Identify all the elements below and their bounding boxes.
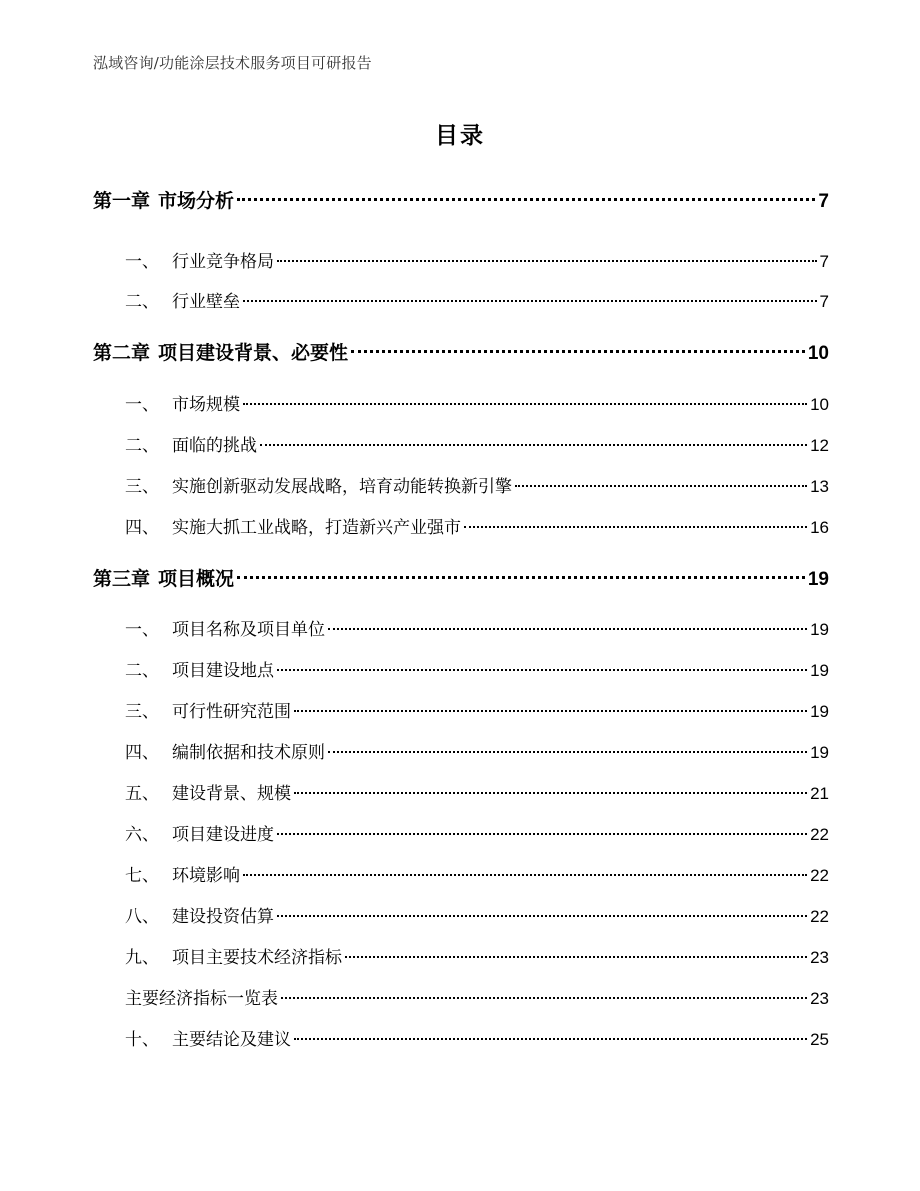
toc-section-entry[interactable]	[125, 820, 829, 845]
page-number: 21	[810, 784, 829, 803]
section-number: 二、	[125, 661, 159, 681]
section-number: 十、	[125, 1030, 159, 1050]
dot-leader	[243, 403, 807, 405]
toc-chapter-entry[interactable]	[93, 564, 829, 591]
toc-section-entry[interactable]	[125, 943, 829, 968]
dot-leader	[243, 300, 817, 302]
section-title: 面临的挑战	[172, 436, 257, 456]
dot-leader	[294, 710, 807, 712]
page-number: 7	[818, 191, 829, 212]
section-title: 建设背景、规模	[172, 784, 291, 804]
section-title: 行业壁垒	[172, 292, 240, 312]
section-number: 一、	[125, 620, 159, 640]
section-title: 项目主要技术经济指标	[172, 948, 342, 968]
toc-section-entry[interactable]	[125, 615, 829, 640]
section-title: 可行性研究范围	[172, 702, 291, 722]
chapter-number: 第一章	[93, 190, 151, 212]
section-title: 实施创新驱动发展战略，培育动能转换新引擎	[172, 477, 512, 497]
section-number: 六、	[125, 825, 159, 845]
toc-section-entry[interactable]	[125, 390, 829, 415]
section-title: 编制依据和技术原则	[172, 743, 325, 763]
dot-leader	[277, 669, 807, 671]
toc-entry-label	[125, 431, 257, 456]
toc-entry-label	[125, 656, 274, 681]
page-number: 22	[810, 907, 829, 926]
dot-leader	[260, 444, 807, 446]
section-number: 九、	[125, 948, 159, 968]
toc-entry-label	[125, 287, 240, 312]
toc-section-entry[interactable]	[125, 472, 829, 497]
toc-section-entry[interactable]	[125, 738, 829, 763]
dot-leader	[294, 1038, 807, 1040]
page-number: 19	[810, 743, 829, 762]
section-title: 行业竞争格局	[172, 252, 274, 272]
page-number: 10	[810, 395, 829, 414]
dot-leader	[515, 485, 807, 487]
section-number: 二、	[125, 436, 159, 456]
toc-entry-label	[125, 861, 240, 886]
toc-entry-label	[125, 615, 325, 640]
section-number: 五、	[125, 784, 159, 804]
toc-section-entry[interactable]	[125, 861, 829, 886]
chapter-title: 项目建设背景、必要性	[158, 342, 349, 364]
dot-leader	[328, 628, 807, 630]
toc-entry-label	[125, 738, 325, 763]
toc-entry-label	[125, 820, 274, 845]
page-number: 22	[810, 825, 829, 844]
section-number: 七、	[125, 866, 159, 886]
toc-section-entry[interactable]	[125, 513, 829, 538]
dot-leader	[281, 997, 807, 999]
section-title: 实施大抓工业战略，打造新兴产业强市	[172, 518, 461, 538]
toc-section-entry[interactable]	[125, 656, 829, 681]
section-number: 八、	[125, 907, 159, 927]
toc-entry-label	[125, 697, 291, 722]
page-number: 13	[810, 477, 829, 496]
toc-entry-label	[125, 247, 274, 272]
toc-section-entry[interactable]	[125, 902, 829, 927]
toc-section-entry[interactable]	[125, 779, 829, 804]
dot-leader	[464, 526, 807, 528]
toc-entry-label	[125, 902, 274, 927]
page-number: 10	[807, 343, 829, 364]
section-number: 四、	[125, 518, 159, 538]
chapter-title: 项目概况	[158, 568, 235, 590]
page-number: 23	[810, 989, 829, 1008]
section-title: 主要结论及建议	[172, 1030, 291, 1050]
toc-entry-label	[125, 513, 461, 538]
toc-chapter-entry[interactable]	[93, 186, 829, 213]
page-number: 19	[810, 661, 829, 680]
dot-leader	[243, 874, 807, 876]
dot-leader	[237, 198, 815, 201]
page-number: 7	[819, 252, 829, 271]
dot-leader	[277, 260, 817, 262]
page-number: 22	[810, 866, 829, 885]
section-number: 一、	[125, 395, 159, 415]
dot-leader	[237, 576, 805, 579]
toc-entry-label	[125, 1025, 291, 1050]
page-number: 12	[810, 436, 829, 455]
toc-entry-label	[93, 564, 234, 591]
toc-entry-label	[125, 390, 240, 415]
page-number: 25	[810, 1030, 829, 1049]
toc-chapter-entry[interactable]	[93, 338, 829, 365]
section-number: 三、	[125, 477, 159, 497]
page-number: 19	[810, 702, 829, 721]
section-title: 建设投资估算	[172, 907, 274, 927]
dot-leader	[345, 956, 807, 958]
toc-entry-label	[125, 472, 512, 497]
section-title: 项目名称及项目单位	[172, 620, 325, 640]
dot-leader	[277, 915, 807, 917]
dot-leader	[294, 792, 807, 794]
chapter-number: 第二章	[93, 342, 151, 364]
dot-leader	[277, 833, 807, 835]
toc-entry-label	[125, 943, 342, 968]
section-title: 环境影响	[172, 866, 240, 886]
page-number: 16	[810, 518, 829, 537]
page-number: 19	[810, 620, 829, 639]
toc-entry-label	[93, 338, 348, 365]
section-number: 一、	[125, 252, 159, 272]
toc-section-entry[interactable]	[125, 984, 829, 1009]
section-title: 主要经济指标一览表	[125, 989, 278, 1009]
section-title: 项目建设地点	[172, 661, 274, 681]
dot-leader	[328, 751, 807, 753]
chapter-title: 市场分析	[158, 190, 235, 212]
section-number: 三、	[125, 702, 159, 722]
dot-leader	[351, 350, 805, 353]
section-title: 市场规模	[172, 395, 240, 415]
toc-section-entry[interactable]	[125, 431, 829, 456]
section-title: 项目建设进度	[172, 825, 274, 845]
section-number: 四、	[125, 743, 159, 763]
chapter-number: 第三章	[93, 568, 151, 590]
toc-section-entry[interactable]	[125, 247, 829, 272]
running-header: 泓域咨询/功能涂层技术服务项目可研报告	[93, 54, 372, 72]
page-number: 19	[807, 569, 829, 590]
toc-section-entry[interactable]	[125, 697, 829, 722]
page-number: 23	[810, 948, 829, 967]
toc-entry-label	[125, 779, 291, 804]
toc-section-entry[interactable]	[125, 287, 829, 312]
section-number: 二、	[125, 292, 159, 312]
toc-title: 目录	[435, 122, 485, 149]
toc-entry-label	[93, 186, 234, 213]
toc-entry-label	[125, 984, 278, 1009]
page-number: 7	[819, 292, 829, 311]
toc-section-entry[interactable]	[125, 1025, 829, 1050]
